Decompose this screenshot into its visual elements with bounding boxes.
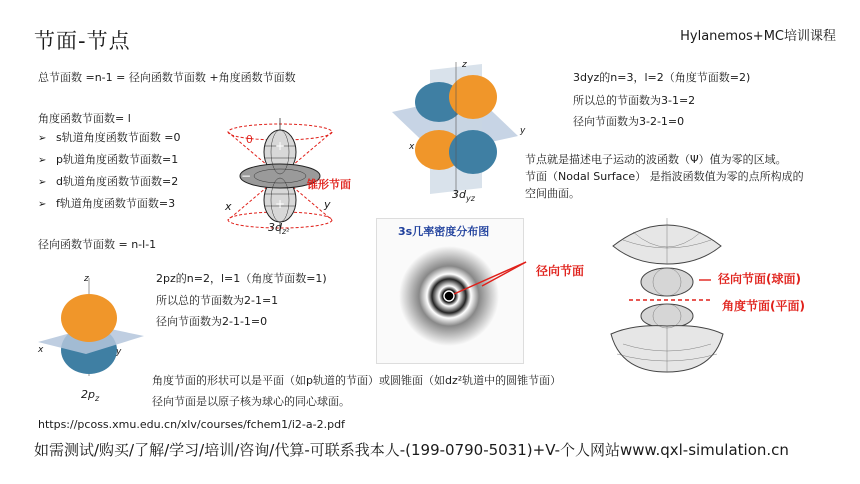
- p2-axis-z: z: [84, 274, 89, 284]
- density-gradient: [399, 246, 499, 346]
- list-item: ➢ d轨道角度函数节面数=2: [38, 175, 179, 188]
- plus-sign: +: [274, 139, 286, 153]
- bullet-arrow-icon: ➢: [38, 176, 47, 188]
- p2-axis-y: y: [116, 347, 122, 357]
- p2-line-1: 2pz的n=2，l=1（角度节面数=1): [156, 272, 327, 285]
- dyz-axis-x: x: [409, 142, 415, 152]
- dyz-caption: $3d_{yz}$: [452, 188, 475, 204]
- plus-sign: +: [274, 197, 286, 211]
- inner-sphere-bottom: [641, 304, 693, 328]
- density-rings: [376, 218, 522, 362]
- footer-contact: 如需测试/购买/了解/学习/培训/咨询/代算-可联系我本人-(199-0790-5031)+V-个人网站www.qxl-simulation.cn: [34, 441, 789, 459]
- definition-line-1: 节点就是描述电子运动的波函数（Ψ）值为零的区域。: [525, 153, 787, 166]
- list-item: ➢ p轨道角度函数节面数=1: [38, 153, 179, 166]
- p2-orbital-figure: [36, 278, 146, 378]
- dz2-caption: $3d_{z^2}$: [268, 221, 290, 237]
- list-item: ➢ f轨道角度函数节面数=3: [38, 197, 176, 210]
- definition-line-3: 空间曲面。: [525, 187, 580, 200]
- bullet-arrow-icon: ➢: [38, 198, 47, 210]
- dz2-axis-x: x: [225, 200, 232, 213]
- p2-axis-x: x: [38, 345, 44, 355]
- p2-line-3: 径向节面数为2-1-1=0: [156, 315, 268, 328]
- cone-nodal-label: 锥形节面: [307, 178, 351, 191]
- page-title: 节面-节点: [34, 29, 131, 53]
- dyz-line-1: 3dyz的n=3，l=2（角度节面数=2): [573, 71, 751, 84]
- upper-lobe: [61, 294, 117, 342]
- source-url[interactable]: https://pcoss.xmu.edu.cn/xlv/courses/fchem1/i2-a-2.pdf: [38, 418, 345, 431]
- theta-label: θ: [246, 133, 253, 146]
- dyz-axis-z: z: [462, 60, 467, 70]
- note-line-1: 角度节面的形状可以是平面（如p轨道的节面）或圆锥面（如dz²轨道中的圆锥节面）: [152, 374, 562, 387]
- list-item: ➢ s轨道角度函数节面数 =0: [38, 131, 181, 144]
- bullet-arrow-icon: ➢: [38, 132, 47, 144]
- course-brand: Hylanemos+MC培训课程: [680, 29, 836, 44]
- dyz-axis-y: y: [520, 126, 526, 136]
- dyz-line-2: 所以总的节面数为3-1=2: [573, 94, 696, 107]
- bullet-arrow-icon: ➢: [38, 154, 47, 166]
- inner-sphere-top: [641, 268, 693, 296]
- dz2-axis-y: y: [324, 198, 331, 211]
- radial-nodes-formula: 径向函数节面数 = n-l-1: [38, 238, 157, 251]
- minus-sign: −: [240, 169, 252, 183]
- p2-caption: $2p_z$: [81, 388, 100, 404]
- angular-plane-label: 角度节面(平面): [722, 299, 805, 313]
- density-title: 3s几率密度分布图: [398, 225, 490, 238]
- dyz-line-3: 径向节面数为3-2-1=0: [573, 115, 685, 128]
- angular-nodes-heading: 角度函数节面数= l: [38, 112, 131, 125]
- note-line-2: 径向节面是以原子核为球心的同心球面。: [152, 395, 350, 408]
- p2-line-2: 所以总的节面数为2-1=1: [156, 294, 279, 307]
- angular-nodes-list: [38, 127, 180, 215]
- radial-sphere-label: 径向节面(球面): [718, 272, 801, 286]
- dyz-orbital-figure: [390, 62, 520, 202]
- orbital-3d-figure: [603, 212, 733, 372]
- density-radial-label: 径向节面: [536, 264, 585, 278]
- definition-line-2: 节面（Nodal Surface） 是指波函数值为零的点所构成的: [525, 170, 804, 183]
- total-nodes-formula: 总节面数 =n-1 = 径向函数节面数 +角度函数节面数: [38, 71, 296, 84]
